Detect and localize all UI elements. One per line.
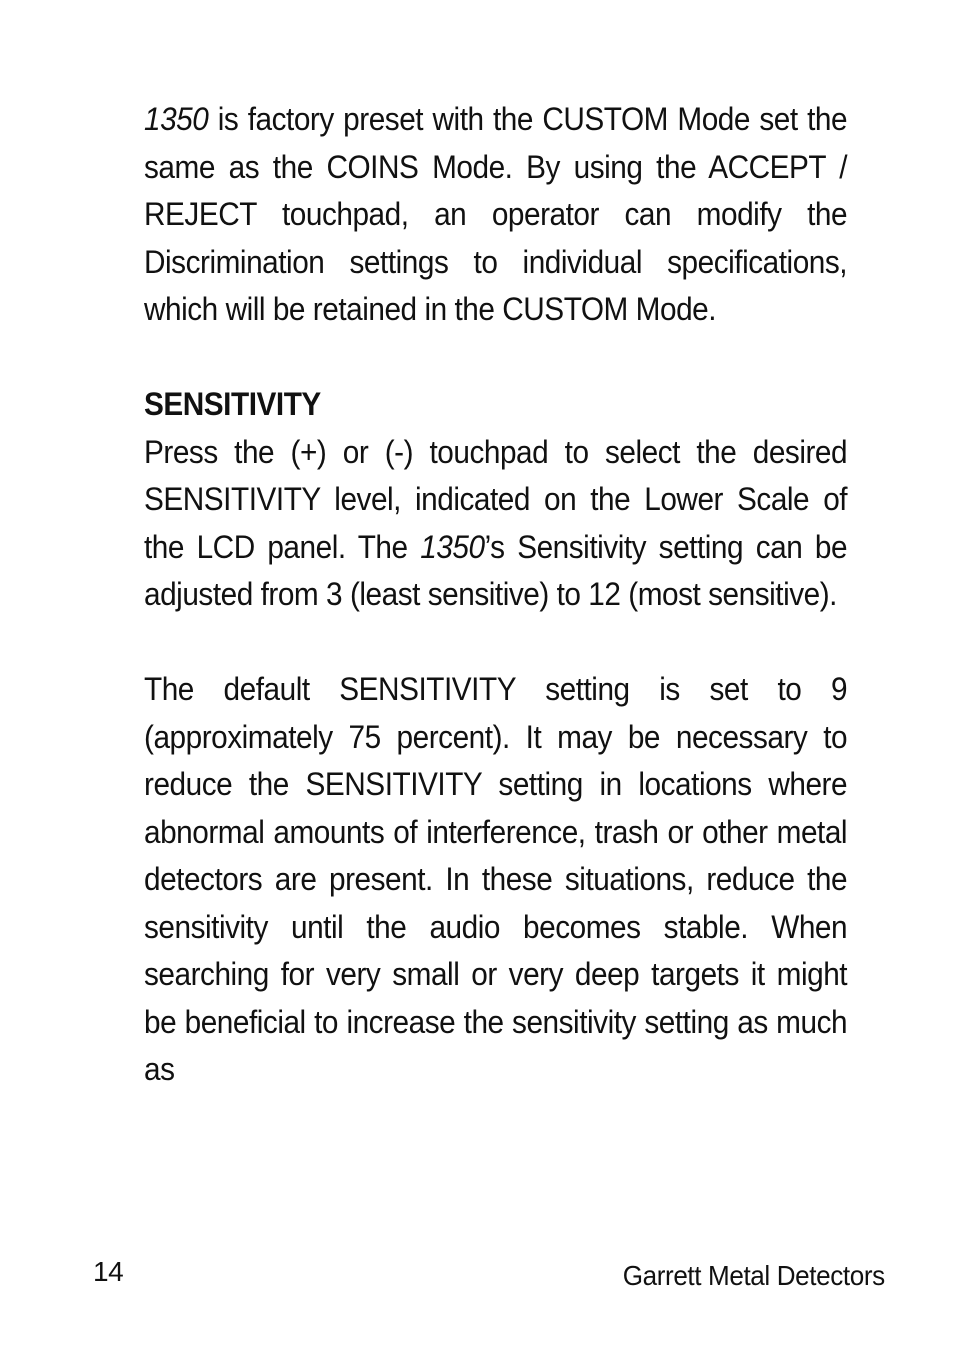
default-sensitivity-paragraph: The default SENSITIVITY setting is set to 9 (approximately 75 percent). It may be necessary to reduce the SENSITIVITY setting in locations where abnormal amounts of interference, trash or other metal detectors are present. In these situations, reduce the sensitivity until the audio becomes stable. When searching for very small or very deep targets it might be beneficial to increase the sensitivity setting as much as	[144, 671, 848, 1087]
sensitivity-text-after: ’s Sensitivity setting can be adjusted from 3 (least sensitive) to 12 (most sensitive).	[144, 528, 848, 612]
sensitivity-heading: SENSITIVITY	[144, 386, 321, 422]
custom-mode-text: is factory preset with the CUSTOM Mode set the same as the COINS Mode. By using the ACCEPT / REJECT touchpad, an operator can modify the Discrimination settings to individual specifications, which will be retained in the CUSTOM Mode.	[144, 101, 848, 327]
page-number: 14	[93, 1256, 124, 1287]
sensitivity-text-before: Press the (+) or (-) touchpad to select the desired SENSITIVITY level, indicated on the Lower Scale of the LCD panel. The	[144, 433, 848, 565]
model-name: 1350	[144, 101, 209, 137]
page-body	[144, 96, 847, 1094]
sensitivity-paragraph	[144, 429, 847, 619]
custom-mode-paragraph	[144, 96, 847, 334]
footer-brand: Garrett Metal Detectors	[622, 1260, 885, 1291]
model-name: 1350	[420, 528, 485, 565]
